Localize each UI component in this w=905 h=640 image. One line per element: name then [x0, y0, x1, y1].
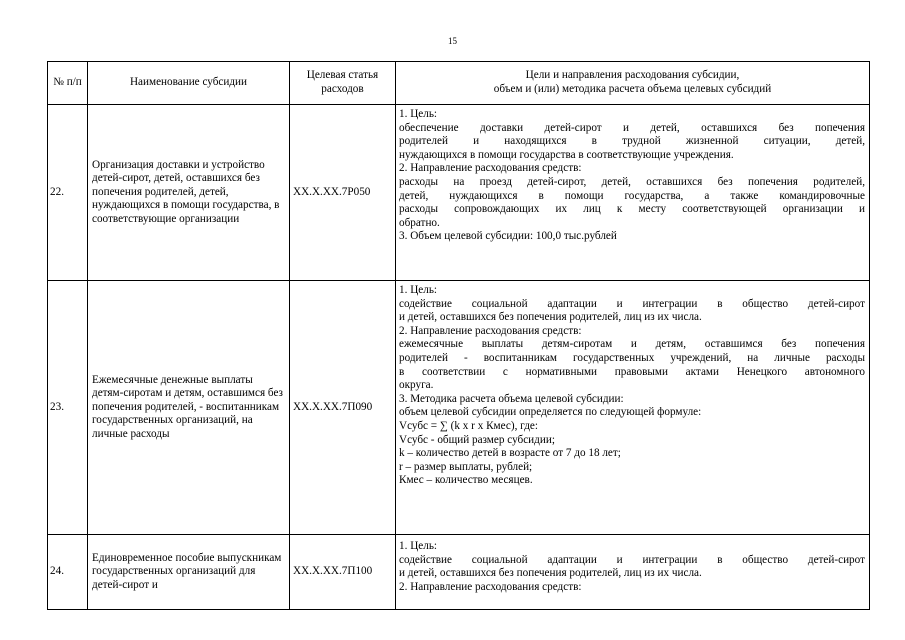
table-header-row — [48, 62, 870, 105]
row-number: 23. — [48, 281, 88, 535]
desc-line: ежемесячные выплаты детям-сиротам и детям, оставшимся без попечения — [399, 338, 865, 351]
desc-line: 2. Направление расходования средств: — [399, 580, 582, 593]
desc-line: родителей - воспитанникам государственных учреждений, на личные расходы — [399, 351, 865, 364]
desc-line: обеспечение доставки детей-сирот и детей, оставшихся без попечения — [399, 121, 865, 134]
header-name: Наименование субсидии — [88, 62, 290, 105]
desc-line: 1. Цель: — [399, 284, 438, 296]
desc-line: 3. Методика расчета объема целевой субсидии: — [399, 392, 624, 405]
subsidy-name: Организация доставки и устройство детей-сирот, детей, оставшихся без попечения родителей, детей, нуждающихся в помощи государства, в соответствующие организации — [88, 105, 290, 281]
table-row — [48, 105, 870, 281]
header-desc — [396, 62, 870, 105]
desc-line: объем целевой субсидии определяется по следующей формуле: — [399, 406, 702, 419]
desc-line: r – размер выплаты, рублей; — [399, 460, 533, 473]
desc-line: округа. — [399, 379, 434, 392]
desc-line: и детей, оставшихся без попечения родителей, лиц из их числа. — [399, 567, 702, 580]
subsidy-description — [396, 281, 870, 535]
subsidy-description — [396, 535, 870, 610]
desc-line: Кмес – количество месяцев. — [399, 474, 533, 487]
desc-line: детей, нуждающихся в помощи государства, а также командировочные — [399, 189, 865, 202]
subsidy-table — [47, 61, 870, 610]
header-desc-line2: объем и (или) методика расчета объема целевых субсидий — [493, 83, 772, 95]
subsidy-name: Единовременное пособие выпускникам государственных организаций для детей-сирот и — [88, 535, 290, 610]
desc-line: 1. Цель: — [399, 540, 438, 552]
subsidy-description — [396, 105, 870, 281]
desc-line: 3. Объем целевой субсидии: 100,0 тыс.рублей — [399, 230, 617, 243]
desc-line: обратно. — [399, 216, 440, 229]
desc-line: и детей, оставшихся без попечения родителей, лиц из их числа. — [399, 311, 702, 324]
row-number: 24. — [48, 535, 88, 610]
subsidy-name: Ежемесячные денежные выплаты детям-сиротам и детям, оставшимся без попечения родителей, - воспитанникам государственных организаций, на личные расходы — [88, 281, 290, 535]
header-desc-line1: Цели и направления расходования субсидии, — [525, 69, 740, 82]
budget-code: XX.X.XX.7П090 — [290, 281, 396, 535]
desc-line: родителей и находящихся в трудной жизненной ситуации, детей, — [399, 135, 865, 148]
row-number: 22. — [48, 105, 88, 281]
desc-line: содействие социальной адаптации и интеграции в общество детей-сирот — [399, 297, 865, 310]
formula-line: Vсубс = ∑ (k x r x Кмес), где: — [399, 419, 538, 432]
desc-line: 2. Направление расходования средств: — [399, 162, 582, 175]
page-number: 15 — [448, 36, 457, 46]
header-code: Целевая статья расходов — [290, 62, 396, 105]
budget-code: XX.X.XX.7П100 — [290, 535, 396, 610]
desc-line: содействие социальной адаптации и интеграции в общество детей-сирот — [399, 553, 865, 566]
desc-line: Vсубс - общий размер субсидии; — [399, 433, 555, 446]
table-row — [48, 281, 870, 535]
desc-line: расходы сопровождающих их лиц к месту соответствующей организации и — [399, 203, 865, 216]
desc-line: в соответствии с нормативными правовыми актами Ненецкого автономного — [399, 365, 865, 378]
desc-line: k – количество детей в возрасте от 7 до 18 лет; — [399, 447, 621, 460]
desc-line: 2. Направление расходования средств: — [399, 324, 582, 337]
desc-line: расходы на проезд детей-сирот, детей, оставшихся без попечения родителей, — [399, 175, 865, 188]
header-num: № п/п — [48, 62, 88, 105]
desc-line: 1. Цель: — [399, 108, 438, 120]
desc-line: нуждающихся в помощи государства в соответствующие учреждения. — [399, 148, 734, 161]
budget-code: XX.X.XX.7Р050 — [290, 105, 396, 281]
table-row — [48, 535, 870, 610]
